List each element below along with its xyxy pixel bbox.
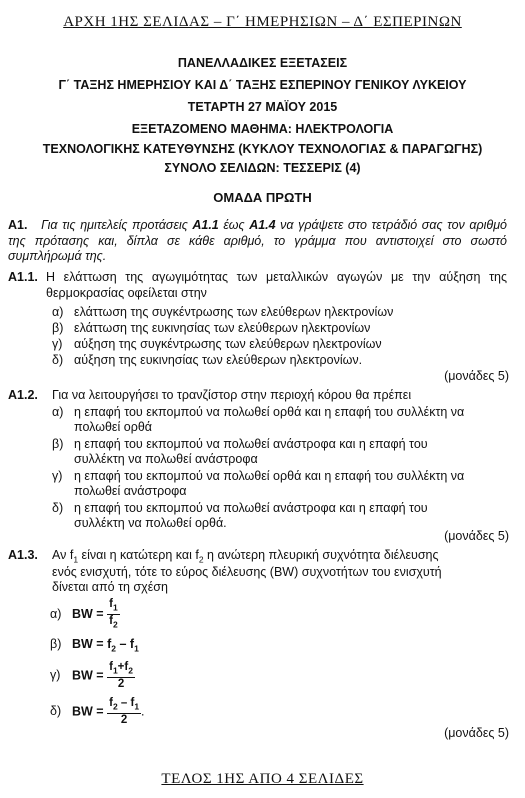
option-text: η επαφή του εκπομπού να πολωθεί ανάστροφα και η επαφή του xyxy=(74,501,428,515)
f-symbol: f xyxy=(109,697,113,709)
f2-symbol: f xyxy=(195,548,199,562)
option-b xyxy=(52,321,370,336)
subscript: 1 xyxy=(134,701,140,712)
option-letter: γ) xyxy=(52,469,63,483)
option-a xyxy=(52,405,464,420)
bw-symbol: BW = xyxy=(72,668,104,683)
marks-label: (μονάδες 5) xyxy=(444,529,509,543)
exam-page-count: ΣΥΝΟΛΟ ΣΕΛΙΔΩΝ: ΤΕΣΣΕΡΙΣ (4) xyxy=(164,161,361,175)
option-text: ελάττωση της συγκέντρωσης των ελεύθερων ηλεκτρονίων xyxy=(74,305,394,319)
option-letter: α) xyxy=(52,405,64,419)
f-symbol: f xyxy=(129,637,135,651)
option-letter: β) xyxy=(52,321,64,335)
option-letter: γ) xyxy=(52,337,63,351)
option-d-formula xyxy=(50,697,145,727)
option-a xyxy=(52,305,393,320)
option-c-formula xyxy=(50,661,135,691)
option-letter: β) xyxy=(50,637,62,651)
bw-symbol: BW = xyxy=(72,607,104,622)
denominator: 2 xyxy=(117,678,125,691)
page-footer: ΤΕΛΟΣ 1ΗΣ ΑΠΟ 4 ΣΕΛΙΔΕΣ xyxy=(161,771,364,787)
option-a-formula xyxy=(50,598,120,632)
subscript: 1 xyxy=(112,665,118,676)
question-number: Α1.3. xyxy=(8,548,38,562)
a1-instruction xyxy=(8,218,507,265)
question-stem: Για να λειτουργήσει το τρανζίστορ στην περιοχή κόρου θα πρέπει xyxy=(52,388,412,402)
option-letter: δ) xyxy=(52,353,64,367)
option-text: η επαφή του εκπομπού να πολωθεί ανάστροφα και η επαφή του xyxy=(74,437,428,451)
minus-sign: – xyxy=(117,697,131,709)
option-letter: α) xyxy=(52,305,64,319)
fraction xyxy=(107,598,120,632)
option-text: αύξηση της συγκέντρωσης των ελεύθερων ηλεκτρονίων xyxy=(74,337,382,351)
option-letter: δ) xyxy=(52,501,64,515)
stem-text: Αν xyxy=(52,548,70,562)
exam-track: ΤΕΧΝΟΛΟΓΙΚΗΣ ΚΑΤΕΥΘΥΝΣΗΣ (ΚΥΚΛΟΥ ΤΕΧΝΟΛΟΓΙΑΣ & ΠΑΡΑΓΩΓΗΣ) xyxy=(42,142,483,156)
question-number: Α1.1. xyxy=(8,270,38,284)
f-symbol: f xyxy=(109,661,113,673)
question-stem: Η ελάττωση της αγωγιμότητας των μεταλλικών αγωγών με την αύξηση της θερμοκρασίας οφείλεται στην xyxy=(46,270,507,300)
f-symbol: f xyxy=(124,661,129,673)
plus-sign: + xyxy=(117,661,125,673)
subscript: 2 xyxy=(112,701,118,712)
option-c xyxy=(52,469,464,484)
exam-date: ΤΕΤΑΡΤΗ 27 ΜΑΪΟΥ 2015 xyxy=(187,100,338,114)
subscript: 2 xyxy=(128,665,133,676)
subscript: 1 xyxy=(134,643,139,654)
subscript: 2 xyxy=(111,643,116,654)
stem-text: η ανώτερη πλευρική συχνότητα διέλευσης xyxy=(203,548,439,562)
option-letter: δ) xyxy=(50,704,62,719)
minus-sign: – xyxy=(116,637,130,651)
subscript: 2 xyxy=(112,619,118,630)
option-text: ελάττωση της ευκινησίας των ελεύθερων ηλεκτρονίων xyxy=(74,321,371,335)
option-a-cont: πολωθεί ορθά xyxy=(74,420,152,434)
f-symbol: f xyxy=(107,637,112,651)
option-d xyxy=(52,353,362,368)
question-number: Α1.2. xyxy=(8,388,38,402)
option-d xyxy=(52,501,428,516)
numerator xyxy=(107,697,141,714)
page-top-header: ΑΡΧΗ 1ΗΣ ΣΕΛΙΔΑΣ – Γ΄ ΗΜΕΡΗΣΙΩΝ – Δ΄ ΕΣΠΕΡΙΝΩΝ xyxy=(63,14,462,30)
a1-text-2: έως xyxy=(218,218,250,232)
question-stem-line3: δίνεται από τη σχέση xyxy=(52,580,168,594)
option-c xyxy=(52,337,382,352)
numerator xyxy=(107,661,135,678)
f1-subscript: 1 xyxy=(73,554,79,565)
a1-text-1: Για τις ημιτελείς προτάσεις xyxy=(41,218,193,232)
denominator: 2 xyxy=(120,714,128,727)
subscript: 1 xyxy=(112,602,118,613)
numerator xyxy=(107,598,120,615)
option-b-formula xyxy=(50,637,139,654)
option-text: η επαφή του εκπομπού να πολωθεί ορθά και η επαφή του συλλέκτη να xyxy=(74,405,465,419)
bw-symbol: BW = xyxy=(72,704,104,719)
option-letter: β) xyxy=(52,437,64,451)
stem-text: είναι η κατώτερη και xyxy=(78,548,196,562)
period: . xyxy=(141,704,145,719)
option-b-cont: συλλέκτη να πολωθεί ανάστροφα xyxy=(74,452,258,466)
a1-number: Α1. xyxy=(8,218,28,232)
option-c-cont: πολωθεί ανάστροφα xyxy=(74,484,187,498)
option-letter: α) xyxy=(50,607,62,622)
exam-title-line2: Γ΄ ΤΑΞΗΣ ΗΜΕΡΗΣΙΟΥ ΚΑΙ Δ΄ ΤΑΞΗΣ ΕΣΠΕΡΙΝΟΥ ΓΕΝΙΚΟΥ ΛΥΚΕΙΟΥ xyxy=(58,78,467,92)
f1-symbol: f xyxy=(69,548,74,562)
exam-subject: ΕΞΕΤΑΖΟΜΕΝΟ ΜΑΘΗΜΑ: ΗΛΕΚΤΡΟΛΟΓΙΑ xyxy=(131,122,394,136)
option-b xyxy=(52,437,428,452)
option-text: η επαφή του εκπομπού να πολωθεί ορθά και η επαφή του συλλέκτη να xyxy=(74,469,465,483)
a1-ref-2: Α1.4 xyxy=(249,218,276,232)
group-title: ΟΜΑΔΑ ΠΡΩΤΗ xyxy=(213,190,312,205)
exam-title-line1: ΠΑΝΕΛΛΑΔΙΚΕΣ ΕΞΕΤΑΣΕΙΣ xyxy=(177,56,348,70)
fraction xyxy=(107,697,141,727)
question-stem-line2: ενός ενισχυτή, τότε το εύρος διέλευσης (BW) συχνοτήτων του ενισχυτή xyxy=(52,565,442,579)
f2-subscript: 2 xyxy=(198,554,204,565)
option-text: αύξηση της ευκινησίας των ελεύθερων ηλεκτρονίων. xyxy=(74,353,363,367)
marks-label: (μονάδες 5) xyxy=(444,726,509,740)
bw-symbol: BW = xyxy=(72,637,104,651)
fraction xyxy=(107,661,135,691)
denominator xyxy=(107,615,120,631)
a1-text-3: να γράψετε στο τετράδιό σας τον αριθμό της πρότασης και, δίπλα σε κάθε αριθμό, το γράμμα που αντιστοιχεί στο σωστό συμπλήρωμά της. xyxy=(8,218,508,263)
a1-ref-1: Α1.1 xyxy=(192,218,219,232)
marks-label: (μονάδες 5) xyxy=(444,369,509,383)
f-symbol: f xyxy=(109,615,113,628)
f-symbol: f xyxy=(109,598,113,610)
option-letter: γ) xyxy=(50,668,61,683)
f-symbol: f xyxy=(130,697,135,709)
option-d-cont: συλλέκτη να πολωθεί ορθά. xyxy=(74,516,227,530)
